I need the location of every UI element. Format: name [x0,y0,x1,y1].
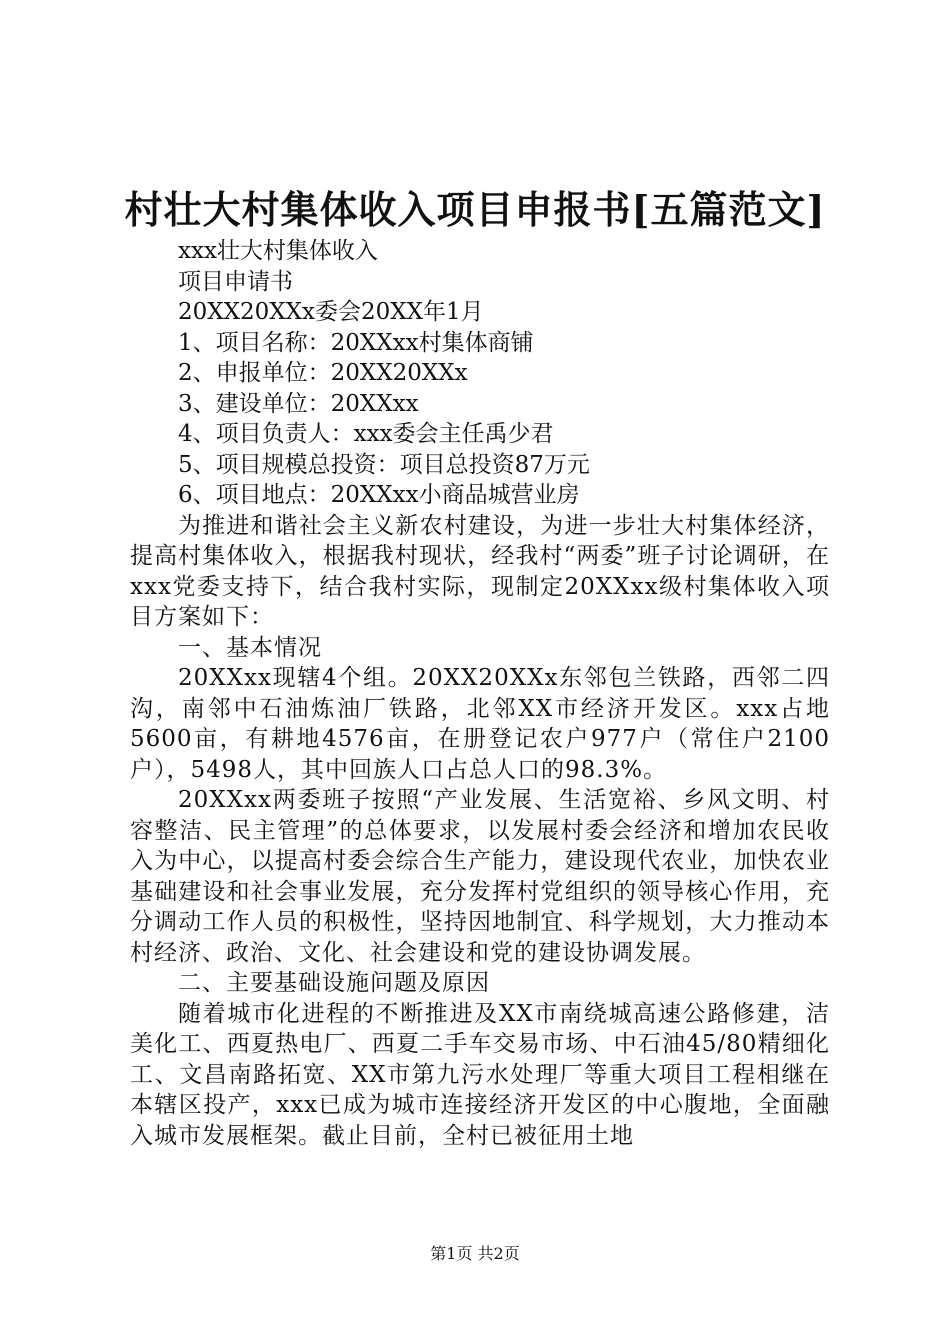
owner-line: 4、项目负责人：xxx委会主任禹少君 [178,421,554,447]
investment-line: 5、项目规模总投资：项目总投资87万元 [178,451,590,478]
committee-paragraph: 20XXxx两委班子按照“产业发展、生活宽裕、乡风文明、村容整洁、民主管理”的总体要求，以发展村委会经济和增加农民收入为中心，以提高村委会综合生产能力，建设现代农业，加快农业基础建设和社会事业发展，充分发挥村党组织的领导核心作用，充分调动工作人员的积极性，坚持因地制宜、科学规划，大力推动本村经济、政治、文化、社会建设和党的建设协调发展。 [130,787,830,966]
section-heading: 二、主要基础设施问题及原因 [178,970,490,996]
header-line: 20XX20XXx委会20XX年1月 [178,299,484,325]
page-number: 第1页 共2页 [430,1244,520,1263]
project-name-line: 1、项目名称：20XXxx村集体商铺 [178,329,534,356]
document-title: 村壮大村集体收入项目申报书[五篇范文] [124,187,826,232]
document-body [130,236,830,1151]
header-line: xxx壮大村集体收入 [178,238,378,264]
intro-paragraph: 为推进和谐社会主义新农村建设，为进一步壮大村集体经济，提高村集体收入，根据我村现状，经我村“两委”班子讨论调研，在xxx党委支持下，结合我村实际，现制定20XXxx级村集体收入项目方案如下： [130,512,830,630]
header-line: 项目申请书 [178,268,293,295]
location-line: 6、项目地点：20XXxx小商品城营业房 [178,482,580,508]
basic-info-paragraph: 20XXxx现辖4个组。20XX20XXx东邻包兰铁路，西邻二四沟，南邻中石油炼油厂铁路，北邻XX市经济开发区。xxx占地5600亩，有耕地4576亩，在册登记农户977户（常住户2100户），5498人，其中回族人口占总人口的98.3%。 [130,665,830,783]
builder-line: 3、建设单位：20XXxx [178,390,419,417]
infrastructure-paragraph: 随着城市化进程的不断推进及XX市南绕城高速公路修建，洁美化工、西夏热电厂、西夏二手车交易市场、中石油45/80精细化工、文昌南路拓宽、XX市第九污水处理厂等重大项目工程相继在本辖区投产，xxx已成为城市连接经济开发区的中心腹地，全面融入城市发展框架。截止目前，全村已被征用土地 [130,1000,830,1149]
section-heading: 一、基本情况 [178,634,322,661]
applicant-line: 2、申报单位：20XX20XXx [178,360,468,386]
